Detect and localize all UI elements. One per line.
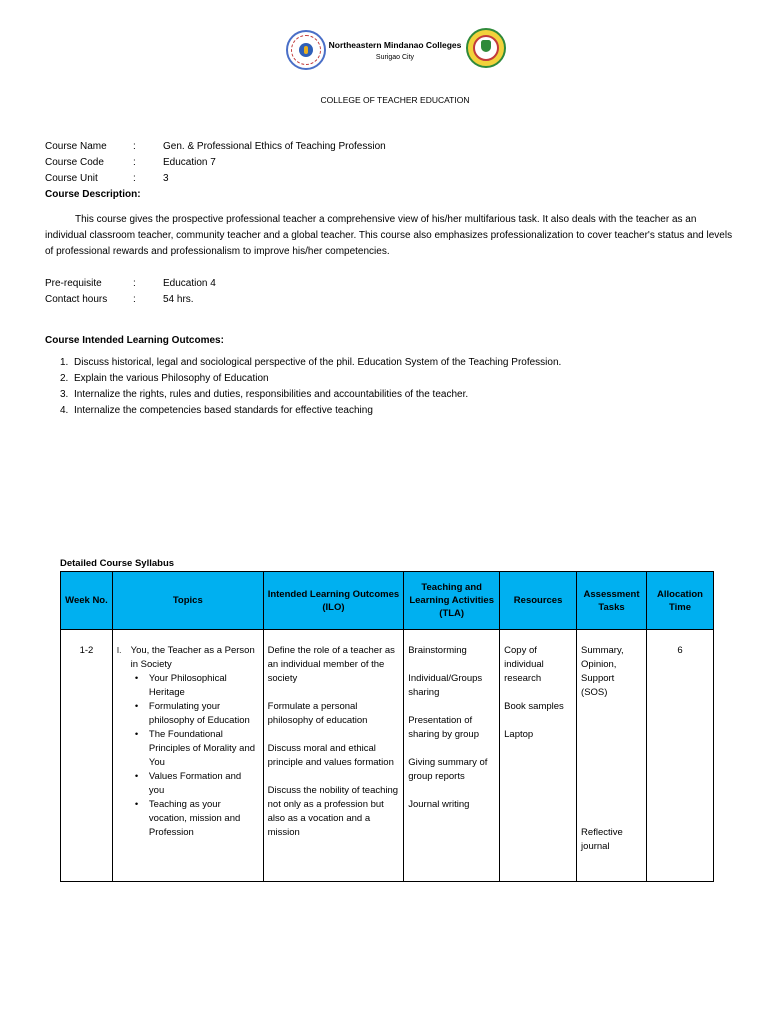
ilo-item: Formulate a personal philosophy of education — [267, 701, 368, 726]
resource-item: Copy of individual research — [504, 645, 544, 684]
contact-hours-value: 54 hrs. — [163, 294, 194, 305]
list-item: • Values Formation and you — [135, 770, 259, 798]
institution-name: Northeastern Mindanao Colleges — [328, 40, 462, 50]
header-allocation: Allocation Time — [647, 572, 714, 630]
list-item: • Formulating your philosophy of Education — [135, 700, 259, 728]
course-description: This course gives the prospective professional teacher a comprehensive view of his/her multifarious task. It also deals with the teacher as an individual classroom teacher, community teacher and a global teacher. This course also emphasizes professionalization to cover teacher's status and levels of professional rewards and professionalism to improve his/her competencies. — [45, 214, 733, 257]
cell-allocation: 6 — [647, 630, 714, 882]
contact-hours-label: Contact hours — [45, 294, 108, 305]
outcomes-title: Course Intended Learning Outcomes: — [45, 335, 224, 346]
cell-tla — [404, 630, 500, 882]
subtopic-list — [117, 672, 259, 840]
tla-item: Giving summary of group reports — [408, 757, 488, 782]
outcome-item: 3. Internalize the rights, rules and duties, responsibilities and accountabilities of the teacher. — [60, 389, 469, 400]
document-header — [0, 28, 768, 68]
course-unit-value: 3 — [163, 173, 169, 184]
cell-resources — [500, 630, 577, 882]
outcome-item: 2. Explain the various Philosophy of Education — [60, 373, 269, 384]
prerequisite-label: Pre-requisite — [45, 278, 102, 289]
course-name-label: Course Name — [45, 141, 107, 152]
assessment-item: Reflective journal — [581, 827, 623, 852]
course-code-value: Education 7 — [163, 157, 216, 168]
institution-city: Surigao City — [375, 54, 415, 61]
header-week: Week No. — [61, 572, 113, 630]
college-seal-icon — [466, 28, 506, 68]
topic-main: I. You, the Teacher as a Person in Society — [116, 645, 255, 670]
course-description-label: Course Description: — [45, 189, 141, 200]
syllabus-table — [60, 571, 714, 882]
syllabus-title: Detailed Course Syllabus — [60, 558, 175, 569]
assessment-item: Summary, Opinion, Support (SOS) — [581, 645, 624, 698]
tla-item: Individual/Groups sharing — [408, 673, 483, 698]
tla-item: Brainstorming — [408, 645, 467, 656]
course-name-value: Gen. & Professional Ethics of Teaching Profession — [163, 141, 386, 152]
course-unit-label: Course Unit — [45, 173, 98, 184]
list-item: • Teaching as your vocation, mission and Profession — [135, 798, 259, 840]
header-topics: Topics — [112, 572, 263, 630]
ilo-item: Discuss the nobility of teaching not only as a profession but also as a vocation and a mission — [267, 785, 399, 838]
table-row — [61, 630, 714, 882]
college-title: COLLEGE OF TEACHER EDUCATION — [320, 95, 470, 105]
outcome-item: 1. Discuss historical, legal and sociological perspective of the phil. Education System of the Teaching Profession. — [60, 357, 562, 368]
ilo-item: Discuss moral and ethical principle and values formation — [267, 743, 394, 768]
tla-item: Journal writing — [408, 799, 470, 810]
prerequisite-value: Education 4 — [163, 278, 216, 289]
course-code-label: Course Code — [45, 157, 104, 168]
cell-ilo — [263, 630, 404, 882]
outcomes-list — [60, 356, 740, 420]
resource-item: Book samples — [504, 701, 564, 712]
resource-item: Laptop — [504, 729, 534, 740]
list-item: • The Foundational Principles of Morality and You — [135, 728, 259, 770]
tla-item: Presentation of sharing by group — [408, 715, 479, 740]
cell-week: 1-2 — [61, 630, 113, 882]
header-assessment: Assessment Tasks — [577, 572, 647, 630]
header-tla: Teaching and Learning Activities (TLA) — [404, 572, 500, 630]
syllabus-header-row — [61, 572, 714, 630]
header-ilo: Intended Learning Outcomes (ILO) — [263, 572, 404, 630]
cell-topics — [112, 630, 263, 882]
list-item: • Your Philosophical Heritage — [135, 672, 259, 700]
header-resources: Resources — [500, 572, 577, 630]
outcome-item: 4. Internalize the competencies based standards for effective teaching — [60, 405, 373, 416]
ilo-item: Define the role of a teacher as an individual member of the society — [267, 645, 395, 684]
cell-assessment — [577, 630, 647, 882]
